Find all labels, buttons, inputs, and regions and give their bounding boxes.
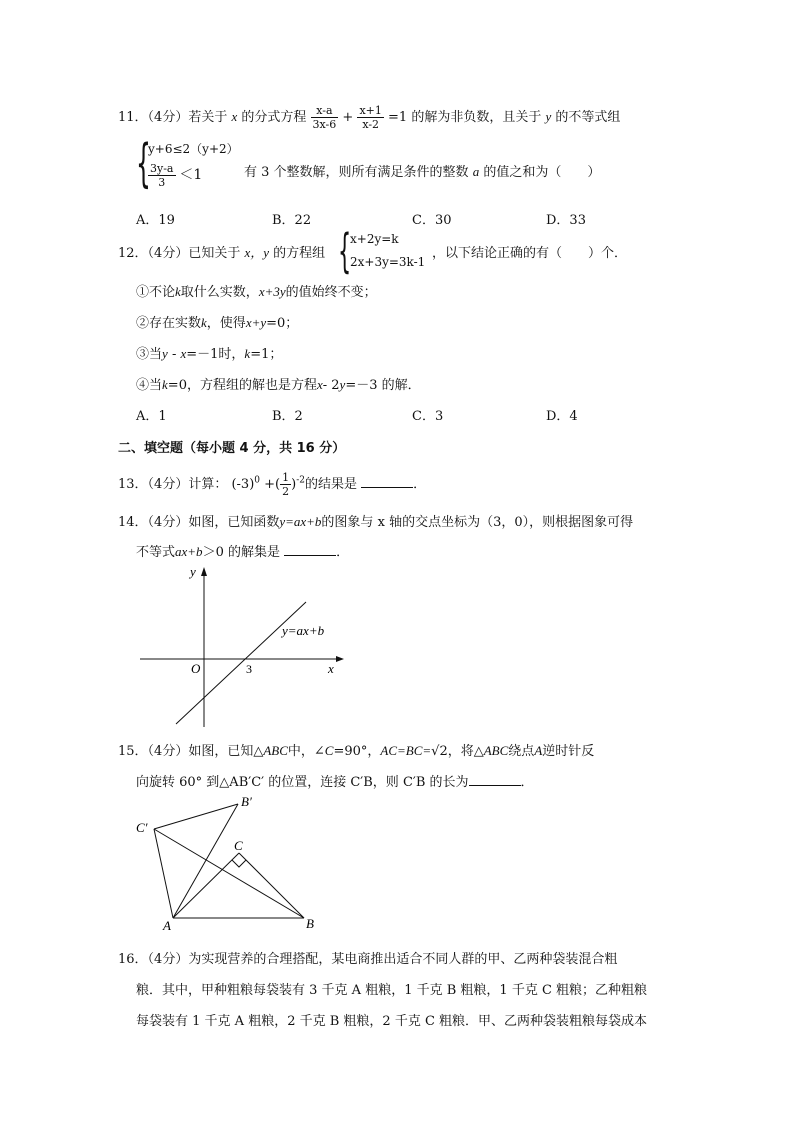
q14-x-arrow xyxy=(336,656,344,662)
q11-option-b[interactable]: B．22 xyxy=(272,213,312,228)
q11-option-c[interactable]: C．30 xyxy=(412,213,452,228)
q12-line1-tail: ，以下结论正确的有（ ）个． xyxy=(432,246,628,261)
q11-option-d[interactable]: D．33 xyxy=(546,213,586,228)
q12-option-d[interactable]: D．4 xyxy=(546,409,578,424)
section-heading-fill-in: 二、填空题（每小题 4 分，共 16 分） xyxy=(118,441,346,456)
q14-answer-blank[interactable] xyxy=(284,543,336,556)
q15-line1: 15．（4分）如图，已知△ABC中，∠C=90°，AC=BC=√2，将△ABC绕点A逆时针反 xyxy=(118,743,595,759)
q11-line1: 11．（4分）若关于 x 的分式方程 $\frac{x-a}{3x-6}$ + $\frac{x+1}{x-2}$ =1 的解为非负数，且关于 y 的不等式组 xyxy=(118,104,621,131)
q15-label-c-prime: C′ xyxy=(136,820,148,835)
q16-line2: 粮．其中，甲种粗粮每袋装有 3 千克 A 粗粮，1 千克 B 粗粮，1 千克 C 粗粮；乙种粗粮 xyxy=(136,983,648,998)
q11-line2: 有 3 个整数解，则所有满足条件的整数 a 的值之和为（ ） xyxy=(244,164,601,180)
q14-line2: 不等式ax+b＞0 的解集是 ． xyxy=(136,544,350,560)
q11-fraction-1: $\frac{x-a}{3x-6}$ xyxy=(312,104,337,131)
q16-line3: 每袋装有 1 千克 A 粗粮，2 千克 B 粗粮，2 千克 C 粗粮．甲、乙两种袋装粗粮每袋成本 xyxy=(136,1014,648,1029)
q15-right-angle-mark xyxy=(232,860,246,867)
q15-triangle-figure xyxy=(130,790,330,938)
q15-label-a: A xyxy=(163,918,171,933)
q15-segment-cp-b xyxy=(154,829,304,918)
q14-origin-label: O xyxy=(191,661,201,676)
q14-line1: 14．（4分）如图，已知函数y=ax+b的图象与 x 轴的交点坐标为（3，0），则根据图象可得 xyxy=(118,514,634,530)
q12-statement-4: ④当k=0，方程组的解也是方程x- 2y=－3 的解． xyxy=(136,377,421,393)
q12-option-c[interactable]: C．3 xyxy=(412,409,444,424)
q14-tick-3: 3 xyxy=(246,662,252,676)
q14-x-label: x xyxy=(328,661,334,676)
q14-y-label: y xyxy=(190,564,196,579)
q16-line1: 16．（4分）为实现营养的合理搭配，某电商推出适合不同人群的甲、乙两种袋装混合粗 xyxy=(118,952,618,967)
q15-label-b-prime: B′ xyxy=(241,794,252,809)
q12-statement-1: ①不论k取什么实数，x+3y的值始终不变； xyxy=(136,284,377,300)
q12-option-b[interactable]: B．2 xyxy=(272,409,303,424)
q12-brace: { xyxy=(338,224,352,278)
q12-system-line1: x+2y=k xyxy=(350,232,399,246)
q11-option-a[interactable]: A．19 xyxy=(136,213,175,228)
q12-statement-3: ③当y - x=－1时，k=1； xyxy=(136,346,283,362)
q11-system-line2: $\frac{3y-a}{3}$ ＜1 xyxy=(150,162,203,189)
q15-segment-ac xyxy=(173,853,239,918)
q15-segment-ab-prime xyxy=(173,804,238,918)
q15-label-c: C xyxy=(234,838,243,853)
q14-y-arrow xyxy=(201,567,207,576)
q15-answer-blank[interactable] xyxy=(469,773,521,786)
q13-line: 13．（4分）计算： $(-3)^0$ +( $\frac{1}{2}$ )$^{-2}$的结果是 ． xyxy=(118,471,427,498)
q15-label-b: B xyxy=(306,916,314,931)
q15-segment-ac-prime xyxy=(154,829,173,918)
q12-option-a[interactable]: A．1 xyxy=(136,409,167,424)
q12-system-line2: 2x+3y=3k-1 xyxy=(350,255,426,269)
q13-answer-blank[interactable] xyxy=(361,475,413,488)
q11-fraction-2: $\frac{x+1}{x-2}$ xyxy=(359,104,382,131)
q11-brace: { xyxy=(136,134,151,194)
q14-line-label: y=ax+b xyxy=(282,623,325,638)
q12-line1: 12．（4分）已知关于 x，y 的方程组 xyxy=(118,245,326,261)
q15-line2: 向旋转 60° 到△AB′C′ 的位置，连接 C′B，则 C′B 的长为 ． xyxy=(136,775,534,790)
q12-statement-2: ②存在实数k，使得x+y=0； xyxy=(136,315,299,331)
q14-function-graph xyxy=(130,562,350,734)
q11-system-line1: y+6≤2（y+2） xyxy=(148,142,239,156)
